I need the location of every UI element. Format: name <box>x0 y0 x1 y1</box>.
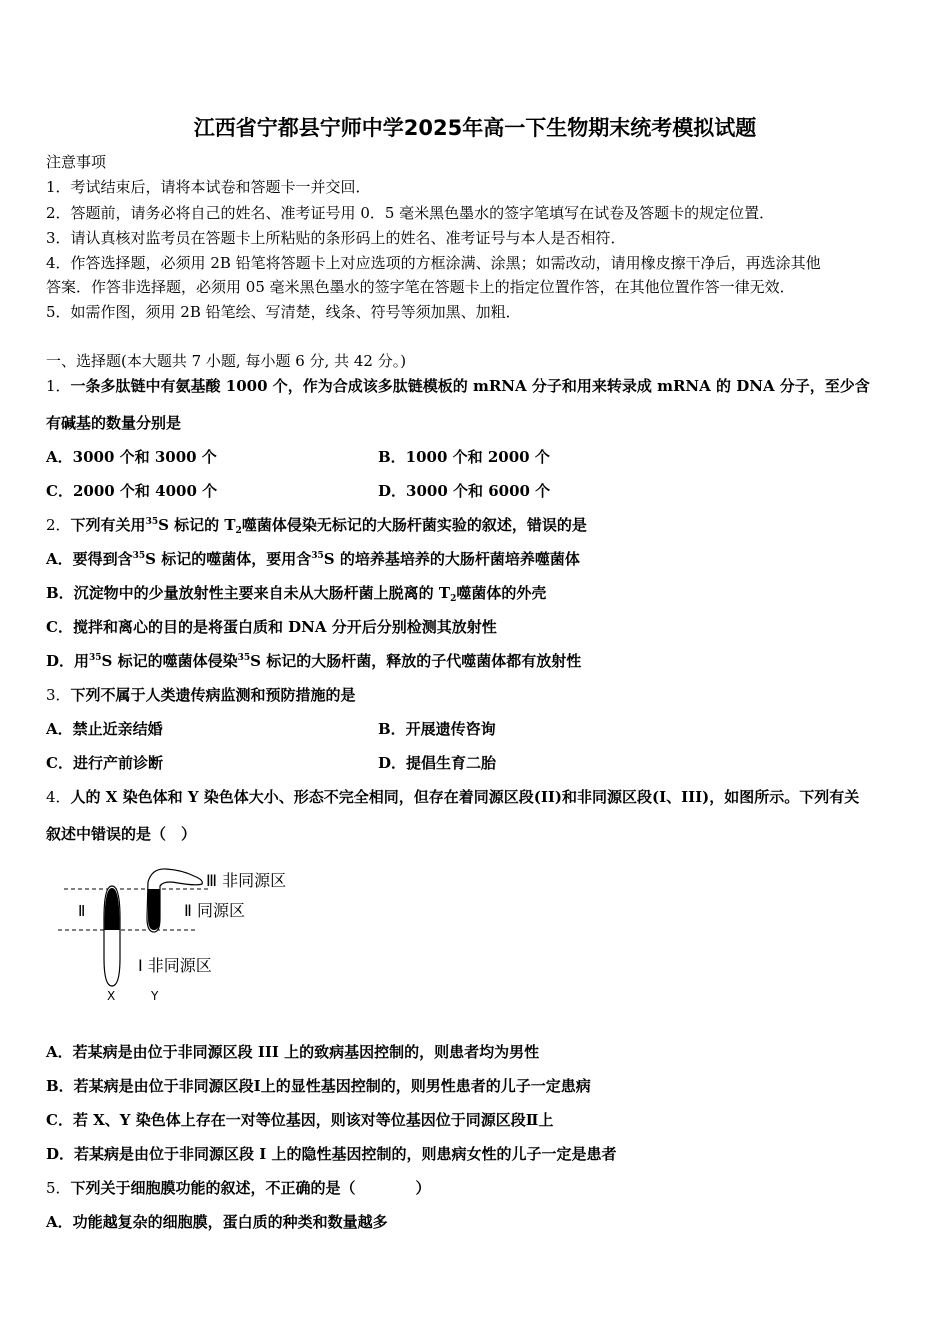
notice-item-2: 2．答题前，请务必将自己的姓名、准考证号用 0．5 毫米黑色墨水的签字笔填写在试卷及答题卡的规定位置． <box>46 204 775 222</box>
notice-heading: 注意事项 <box>46 153 107 171</box>
notice-item-4-cont: 答案．作答非选择题，必须用 05 毫米黑色墨水的签字笔在答题卡上的指定位置作答，在其他位置作答一律无效． <box>46 278 795 296</box>
question-5-option-a: A．功能越复杂的细胞膜，蛋白质的种类和数量越多 <box>46 1213 388 1231</box>
question-1-option-d: D．3000 个和 6000 个 <box>378 482 551 500</box>
question-3-stem: 3．下列不属于人类遗传病监测和预防措施的是 <box>46 686 356 704</box>
question-4-option-b: B．若某病是由位于非同源区段Ⅰ上的显性基因控制的，则男性患者的儿子一定患病 <box>46 1077 591 1095</box>
label-region-ii: Ⅱ 同源区 <box>184 901 245 920</box>
question-2-stem: 2．下列有关用$^{35}$S 标记的 $T_2$噬菌体侵染无标记的大肠杆菌实验的叙述，错误的是 <box>46 516 587 536</box>
label-region-i: Ⅰ 非同源区 <box>138 956 212 975</box>
question-4-option-d: D．若某病是由位于非同源区段 I 上的隐性基因控制的，则患病女性的儿子一定是患者 <box>46 1145 617 1163</box>
label-y: Y <box>151 989 159 1003</box>
label-region-ii-left: Ⅱ <box>78 902 86 920</box>
question-3-option-c: C．进行产前诊断 <box>46 754 163 772</box>
section-heading: 一、选择题(本大题共 7 小题, 每小题 6 分, 共 42 分。) <box>46 352 407 370</box>
question-2-option-a: A．要得到含$^{35}$S 标记的噬菌体，要用含$^{35}$S 的培养基培养的大肠杆菌培养噬菌体 <box>46 550 580 568</box>
notice-item-3: 3．请认真核对监考员在答题卡上所粘贴的条形码上的姓名、准考证号与本人是否相符． <box>46 229 626 247</box>
question-3-option-d: D．提倡生育二胎 <box>378 754 497 772</box>
question-1-stem: 1．一条多肽链中有氨基酸 1000 个，作为合成该多肽链模板的 mRNA 分子和用来转录成 mRNA 的 DNA 分子，至少含 <box>46 377 870 395</box>
question-4-stem: 4．人的 X 染色体和 Y 染色体大小、形态不完全相同，但存在着同源区段(II)和非同源区段(I、III)，如图所示。下列有关 <box>46 788 860 806</box>
question-1-option-a: A．3000 个和 3000 个 <box>46 448 217 466</box>
label-region-iii: Ⅲ 非同源区 <box>206 871 287 890</box>
question-4-stem-cont: 叙述中错误的是（ ） <box>46 825 197 843</box>
question-1-option-c: C．2000 个和 4000 个 <box>46 482 218 500</box>
label-x: X <box>107 989 116 1003</box>
y-homologous-segment <box>148 889 160 930</box>
notice-item-5: 5．如需作图，须用 2B 铅笔绘、写清楚，线条、符号等须加黑、加粗． <box>46 303 521 321</box>
question-3-option-b: B．开展遗传咨询 <box>378 720 496 738</box>
question-2-option-c: C．搅拌和离心的目的是将蛋白质和 DNA 分开后分别检测其放射性 <box>46 618 497 636</box>
notice-item-1: 1．考试结束后，请将本试卷和答题卡一并交回． <box>46 178 371 196</box>
question-2-option-b: B．沉淀物中的少量放射性主要来自未从大肠杆菌上脱离的 $T_2$噬菌体的外壳 <box>46 584 547 604</box>
question-1-stem-cont: 有碱基的数量分别是 <box>46 414 182 432</box>
question-5-stem: 5．下列关于细胞膜功能的叙述，不正确的是（ ） <box>46 1179 431 1197</box>
question-1-option-b: B．1000 个和 2000 个 <box>378 448 550 466</box>
question-4-option-c: C．若 X、Y 染色体上存在一对等位基因，则该对等位基因位于同源区段Ⅱ上 <box>46 1111 554 1129</box>
question-3-option-a: A．禁止近亲结婚 <box>46 720 163 738</box>
question-number: 1． <box>46 377 71 395</box>
chromosome-diagram <box>56 858 316 1008</box>
notice-item-4: 4．作答选择题，必须用 2B 铅笔将答题卡上对应选项的方框涂满、涂黑；如需改动，请用橡皮擦干净后，再选涂其他 <box>46 254 821 272</box>
question-4-option-a: A．若某病是由位于非同源区段 III 上的致病基因控制的，则患者均为男性 <box>46 1043 540 1061</box>
question-2-option-d: D．用$^{35}$S 标记的噬菌体侵染$^{35}$S 标记的大肠杆菌，释放的子代噬菌体都有放射性 <box>46 652 582 670</box>
page-title: 江西省宁都县宁师中学2025年高一下生物期末统考模拟试题 <box>193 116 757 140</box>
